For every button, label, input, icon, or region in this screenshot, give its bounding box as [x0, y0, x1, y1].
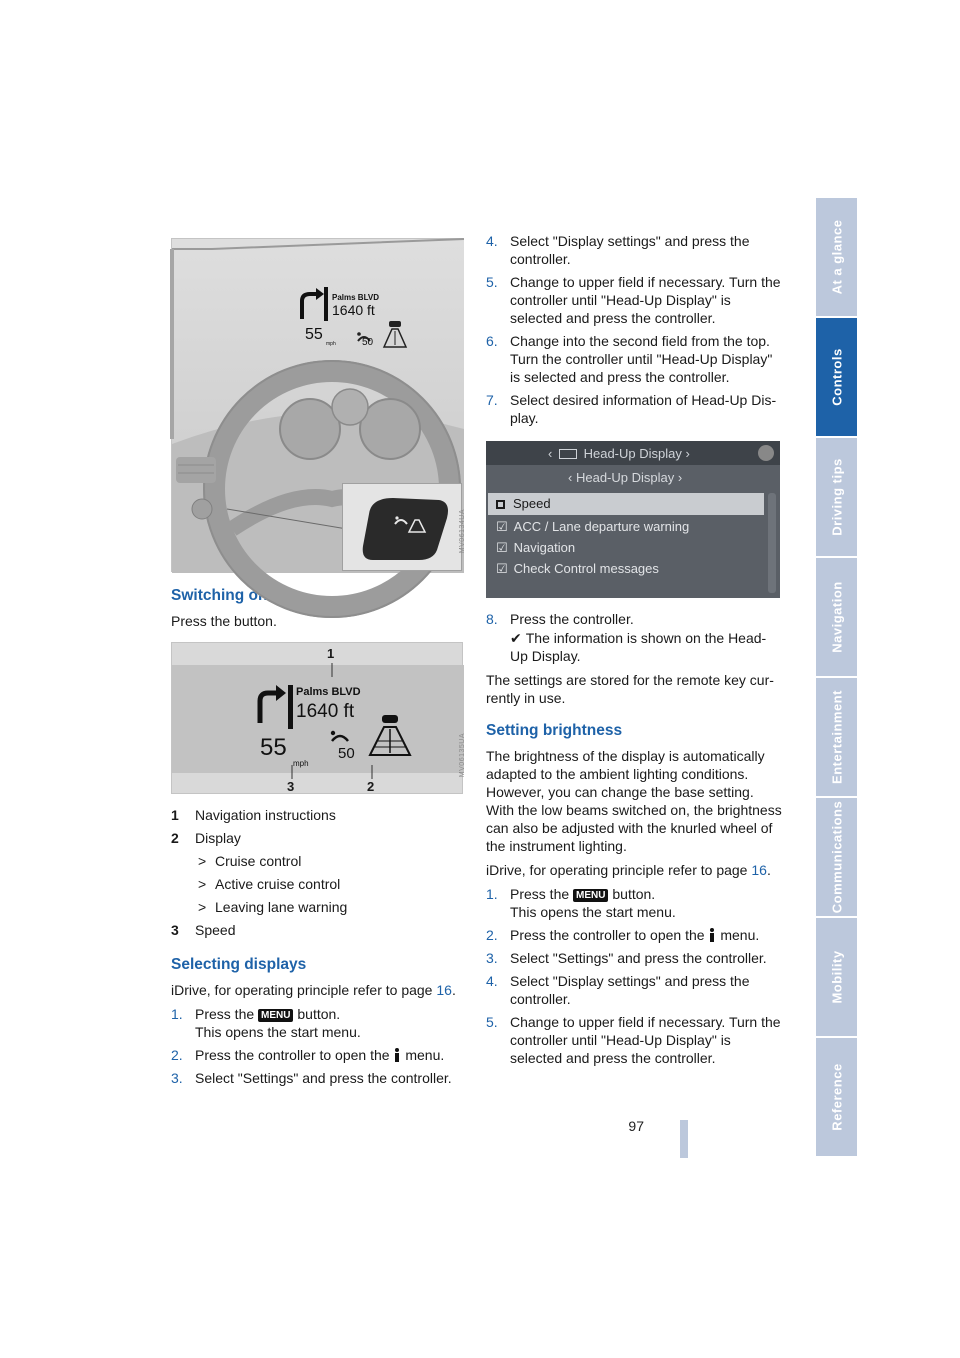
- figure-code: MV06134UA: [459, 509, 466, 554]
- info-icon: [708, 928, 716, 942]
- page-number: 97: [628, 1118, 644, 1134]
- step8-result: ✔ The information is shown on the Head-Up Display.: [510, 630, 767, 664]
- list-item: 2. Press the controller to open the menu.: [171, 1047, 445, 1063]
- page-link[interactable]: 16: [751, 862, 767, 878]
- hud-street: Palms BLVD: [332, 293, 379, 302]
- tab-driving-tips[interactable]: Driving tips: [816, 438, 857, 556]
- tab-navigation[interactable]: Navigation: [816, 558, 857, 676]
- list-item: 2 Display: [171, 830, 241, 846]
- section-heading-selecting: Selecting displays: [171, 956, 307, 973]
- list-item: 7. Select desired information of Head-Up Dis-play.: [486, 392, 777, 426]
- figure-code: MV06135UA: [459, 733, 466, 778]
- selecting-steps-final: [486, 610, 782, 628]
- idrive-screen-figure: [486, 441, 780, 598]
- chapter-tabs: [816, 198, 857, 1158]
- screen-item[interactable]: ☑ Check Control messages: [496, 561, 659, 576]
- controller-icon: [758, 445, 774, 461]
- cockpit-figure: [171, 238, 466, 572]
- menu-key-icon: MENU: [573, 889, 608, 902]
- hud-distance: 1640 ft: [332, 302, 375, 318]
- section-heading-brightness: Setting brightness: [486, 722, 623, 739]
- chevron-left-icon: ‹: [568, 470, 573, 485]
- list-item: 4. Select "Display settings" and press the controller.: [486, 233, 750, 267]
- page-marker: [680, 1120, 688, 1158]
- list-item: 3 Speed: [171, 922, 236, 938]
- list-item: 8. Press the controller.: [486, 611, 634, 627]
- chevron-right-icon: ›: [685, 446, 690, 461]
- hud-speed: 55: [305, 326, 323, 343]
- brightness-text: With the low beams switched on, the brightness can also be adjusted with the knurled wheel of the instrument lighting.: [486, 802, 782, 854]
- stored-note: The settings are stored for the remote key cur-rently in use.: [486, 672, 774, 706]
- screen-second-title: ‹ Head-Up Display ›: [568, 470, 683, 485]
- tab-reference[interactable]: Reference: [816, 1038, 857, 1156]
- list-item: 4. Select "Display settings" and press the controller.: [486, 973, 750, 1007]
- legend-sublist: [171, 852, 463, 916]
- list-item: > Leaving lane warning: [198, 899, 348, 915]
- hud-speed: 55: [260, 734, 287, 761]
- list-item: 1. Press the MENU button. This opens the start menu.: [171, 1006, 361, 1040]
- brightness-text: The brightness of the display is automatically adapted to the ambient lighting conditions. However, you can change the base setting.: [486, 748, 765, 800]
- brightness-steps: [486, 885, 782, 1067]
- hud-limit: 50: [362, 337, 374, 348]
- selecting-steps: [171, 1005, 463, 1087]
- tab-entertainment[interactable]: Entertainment: [816, 678, 857, 796]
- chevron-right-icon: ›: [677, 470, 683, 485]
- section-heading-switching: Switching on/off: [171, 587, 292, 604]
- screen-item-selected[interactable]: Speed: [488, 493, 764, 515]
- list-item: > Cruise control: [198, 853, 302, 869]
- page-link[interactable]: 16: [436, 982, 452, 998]
- idrive-reference: iDrive, for operating principle refer to page 16.: [171, 982, 456, 998]
- switching-text: Press the button.: [171, 613, 277, 629]
- hud-settings-icon: [559, 449, 577, 459]
- checkmark-icon: ☑: [496, 519, 508, 534]
- selecting-steps-continued: [486, 232, 782, 427]
- checkmark-icon: ✔: [510, 630, 522, 646]
- info-icon: [393, 1048, 401, 1062]
- hud-speed-unit: mph: [326, 341, 336, 347]
- hud-button-illustration: [343, 484, 463, 572]
- tab-controls[interactable]: Controls: [816, 318, 857, 436]
- checkmark-icon: ☑: [496, 540, 508, 555]
- chevron-left-icon: ‹: [548, 446, 553, 461]
- callout-3: 3: [287, 779, 295, 794]
- list-item: 1 Navigation instructions: [171, 807, 336, 823]
- unchecked-box-icon: [496, 500, 505, 509]
- hud-distance: 1640 ft: [296, 701, 355, 722]
- callout-2: 2: [367, 779, 375, 794]
- button-inset: [342, 483, 462, 571]
- scrollbar[interactable]: [768, 493, 776, 593]
- callout-1: 1: [327, 646, 335, 661]
- idrive-reference: iDrive, for operating principle refer to page 16.: [486, 862, 771, 878]
- legend-list: [171, 921, 463, 939]
- list-item: 3. Select "Settings" and press the controller.: [171, 1070, 452, 1086]
- list-item: 5. Change to upper field if necessary. Turn the controller until "Head-Up Display" is selected and press the controller.: [486, 274, 781, 326]
- tab-communications[interactable]: Communications: [816, 798, 857, 916]
- right-column: [486, 232, 782, 1072]
- screen-top-title: ‹ Head-Up Display ›: [548, 446, 690, 461]
- legend-list: [171, 806, 463, 847]
- list-item: 6. Change into the second field from the top. Turn the controller until "Head-Up Display" is selected and press the controller.: [486, 333, 773, 385]
- hud-speed-unit: mph: [293, 759, 309, 768]
- screen-item[interactable]: ☑ ACC / Lane departure warning: [496, 519, 690, 534]
- list-item: 1. Press the MENU button. This opens the start menu.: [486, 886, 676, 920]
- list-item: 3. Select "Settings" and press the controller.: [486, 950, 767, 966]
- tab-at-a-glance[interactable]: At a glance: [816, 198, 857, 316]
- hud-figure: [171, 642, 466, 794]
- tab-mobility[interactable]: Mobility: [816, 918, 857, 1036]
- menu-key-icon: MENU: [258, 1009, 293, 1022]
- hud-limit: 50: [338, 745, 355, 762]
- screen-item[interactable]: ☑ Navigation: [496, 540, 576, 555]
- list-item: > Active cruise control: [198, 876, 341, 892]
- list-item: 2. Press the controller to open the menu.: [486, 927, 760, 943]
- checkmark-icon: ☑: [496, 561, 508, 576]
- hud-street: Palms BLVD: [296, 686, 361, 698]
- list-item: 5. Change to upper field if necessary. Turn the controller until "Head-Up Display" is selected and press the controller.: [486, 1014, 781, 1066]
- left-column: [171, 238, 466, 1092]
